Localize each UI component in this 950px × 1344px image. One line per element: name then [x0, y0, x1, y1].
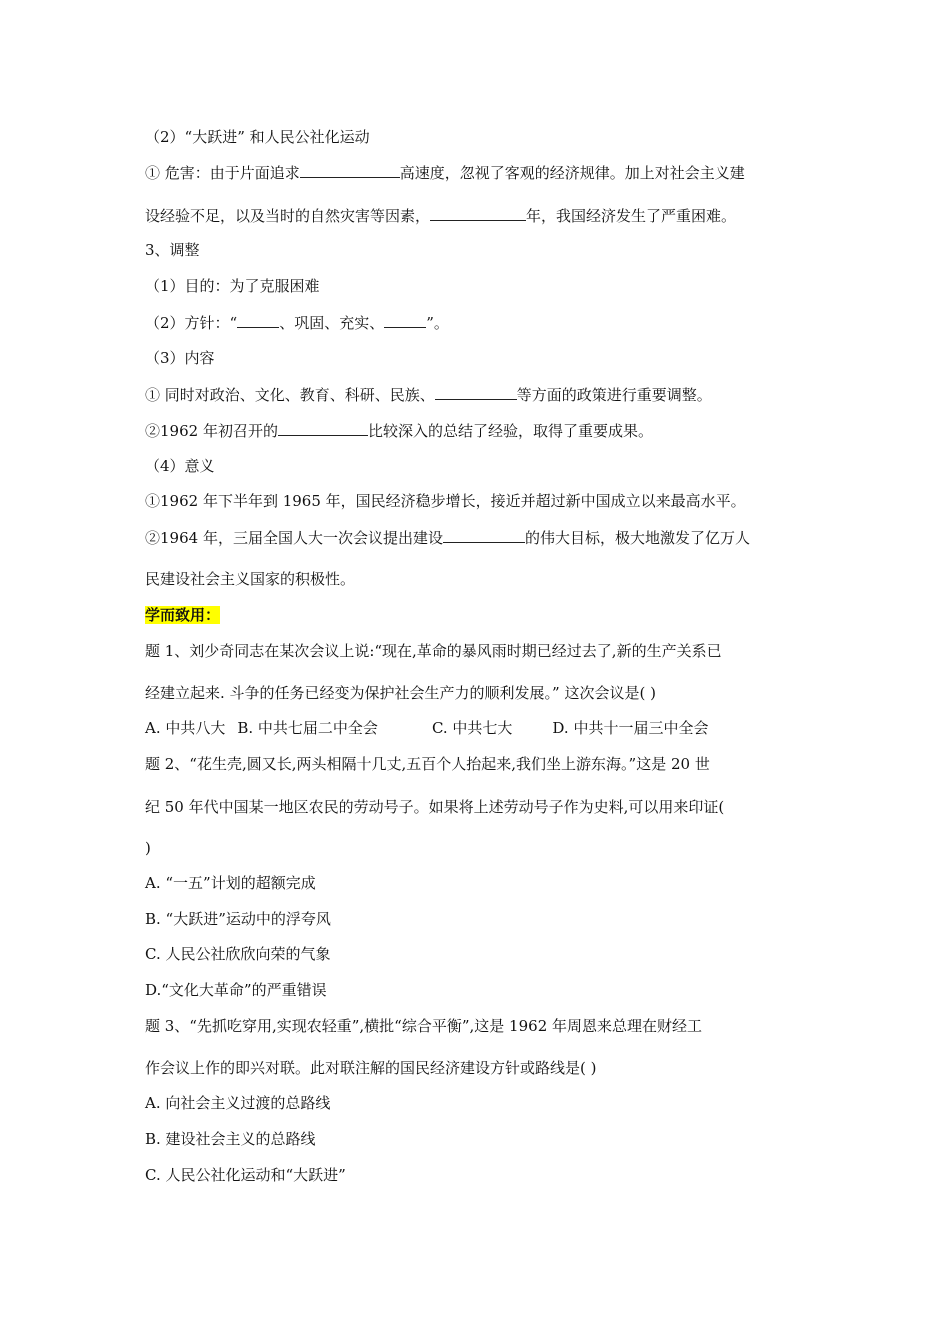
q1-option-d[interactable]: D. 中共十一届三中全会 — [552, 719, 709, 737]
adjust-heading: 3、调整 — [145, 241, 200, 259]
meaning-line-3: 民建设社会主义国家的积极性。 — [145, 570, 356, 588]
q1-option-c[interactable]: C. 中共七大 — [431, 719, 513, 737]
practice-heading — [145, 605, 220, 625]
meaning2-text-a: ②1964 年，三届全国人大一次会议提出建设 — [145, 529, 443, 547]
q3-line-1: 题 3、“先抓吃穿用,实现农轻重”,横批“综合平衡”,这是 1962 年周恩来总理在财经工 — [145, 1017, 703, 1035]
q2-option-a[interactable]: A. “一五”计划的超额完成 — [145, 874, 316, 892]
fill-blank[interactable] — [435, 384, 517, 400]
leap-heading: （2）“大跃进” 和人民公社化运动 — [145, 128, 370, 146]
q3-option-b[interactable]: B. 建设社会主义的总路线 — [145, 1130, 316, 1148]
q1-options — [145, 718, 708, 738]
q1-line-1: 题 1、刘少奇同志在某次会议上说:“现在,革命的暴风雨时期已经过去了,新的生产关系已 — [145, 642, 722, 660]
q2-line-3: ) — [145, 839, 151, 857]
policy-text-b: 、巩固、充实、 — [279, 314, 385, 332]
practice-heading-highlight: 学而致用： — [145, 606, 221, 624]
harm-line-1 — [145, 162, 745, 183]
content2-text-b: 比较深入的总结了经验，取得了重要成果。 — [367, 422, 653, 440]
content2-text-a: ②1962 年初召开的 — [145, 422, 278, 440]
q2-line-1: 题 2、“花生壳,圆又长,两头相隔十几丈,五百个人抬起来,我们坐上游东海。”这是 20 世 — [145, 755, 710, 773]
content-heading: （3）内容 — [145, 349, 215, 367]
q1-option-b[interactable]: B. 中共七届二中全会 — [237, 719, 378, 737]
fill-blank[interactable] — [384, 312, 426, 328]
meaning-line-1: ①1962 年下半年到 1965 年，国民经济稳步增长，接近并超过新中国成立以来最高水平。 — [145, 492, 746, 510]
fill-blank[interactable] — [430, 205, 526, 221]
q3-option-a[interactable]: A. 向社会主义过渡的总路线 — [145, 1094, 331, 1112]
content1-text-b: 等方面的政策进行重要调整。 — [516, 386, 712, 404]
q2-option-b[interactable]: B. “大跃进”运动中的浮夸风 — [145, 910, 331, 928]
policy-text-c: ”。 — [426, 314, 449, 332]
q1-option-a[interactable]: A. 中共八大 — [145, 719, 226, 737]
fill-blank[interactable] — [278, 420, 368, 436]
policy-text-a: （2）方针：“ — [145, 314, 238, 332]
harm-text-a: ① 危害：由于片面追求 — [145, 164, 300, 182]
q3-option-c[interactable]: C. 人民公社化运动和“大跃进” — [145, 1166, 346, 1184]
q2-line-2: 纪 50 年代中国某一地区农民的劳动号子。如果将上述劳动号子作为史料,可以用来印证( — [145, 798, 725, 816]
q2-option-d[interactable]: D.“文化大革命”的严重错误 — [145, 981, 327, 999]
adjust-policy — [145, 312, 449, 333]
content1-text-a: ① 同时对政治、文化、教育、科研、民族、 — [145, 386, 435, 404]
harm-text-c: 设经验不足，以及当时的自然灾害等因素， — [145, 207, 431, 225]
q1-line-2: 经建立起来. 斗争的任务已经变为保护社会生产力的顺利发展。” 这次会议是( ) — [145, 684, 656, 702]
harm-text-b: 高速度，忽视了客观的经济规律。加上对社会主义建 — [399, 164, 745, 182]
fill-blank[interactable] — [443, 527, 525, 543]
meaning2-text-b: 的伟大目标，极大地激发了亿万人 — [524, 529, 750, 547]
meaning-line-2 — [145, 527, 750, 548]
content-line-2 — [145, 420, 653, 441]
harm-text-d: 年，我国经济发生了严重困难。 — [526, 207, 737, 225]
q3-line-2: 作会议上作的即兴对联。此对联注解的国民经济建设方针或路线是( ) — [145, 1059, 597, 1077]
content-line-1 — [145, 384, 712, 405]
adjust-goal: （1）目的：为了克服困难 — [145, 277, 320, 295]
meaning-heading: （4）意义 — [145, 457, 215, 475]
fill-blank[interactable] — [237, 312, 279, 328]
fill-blank[interactable] — [300, 162, 400, 178]
harm-line-2 — [145, 205, 736, 226]
q2-option-c[interactable]: C. 人民公社欣欣向荣的气象 — [145, 945, 331, 963]
